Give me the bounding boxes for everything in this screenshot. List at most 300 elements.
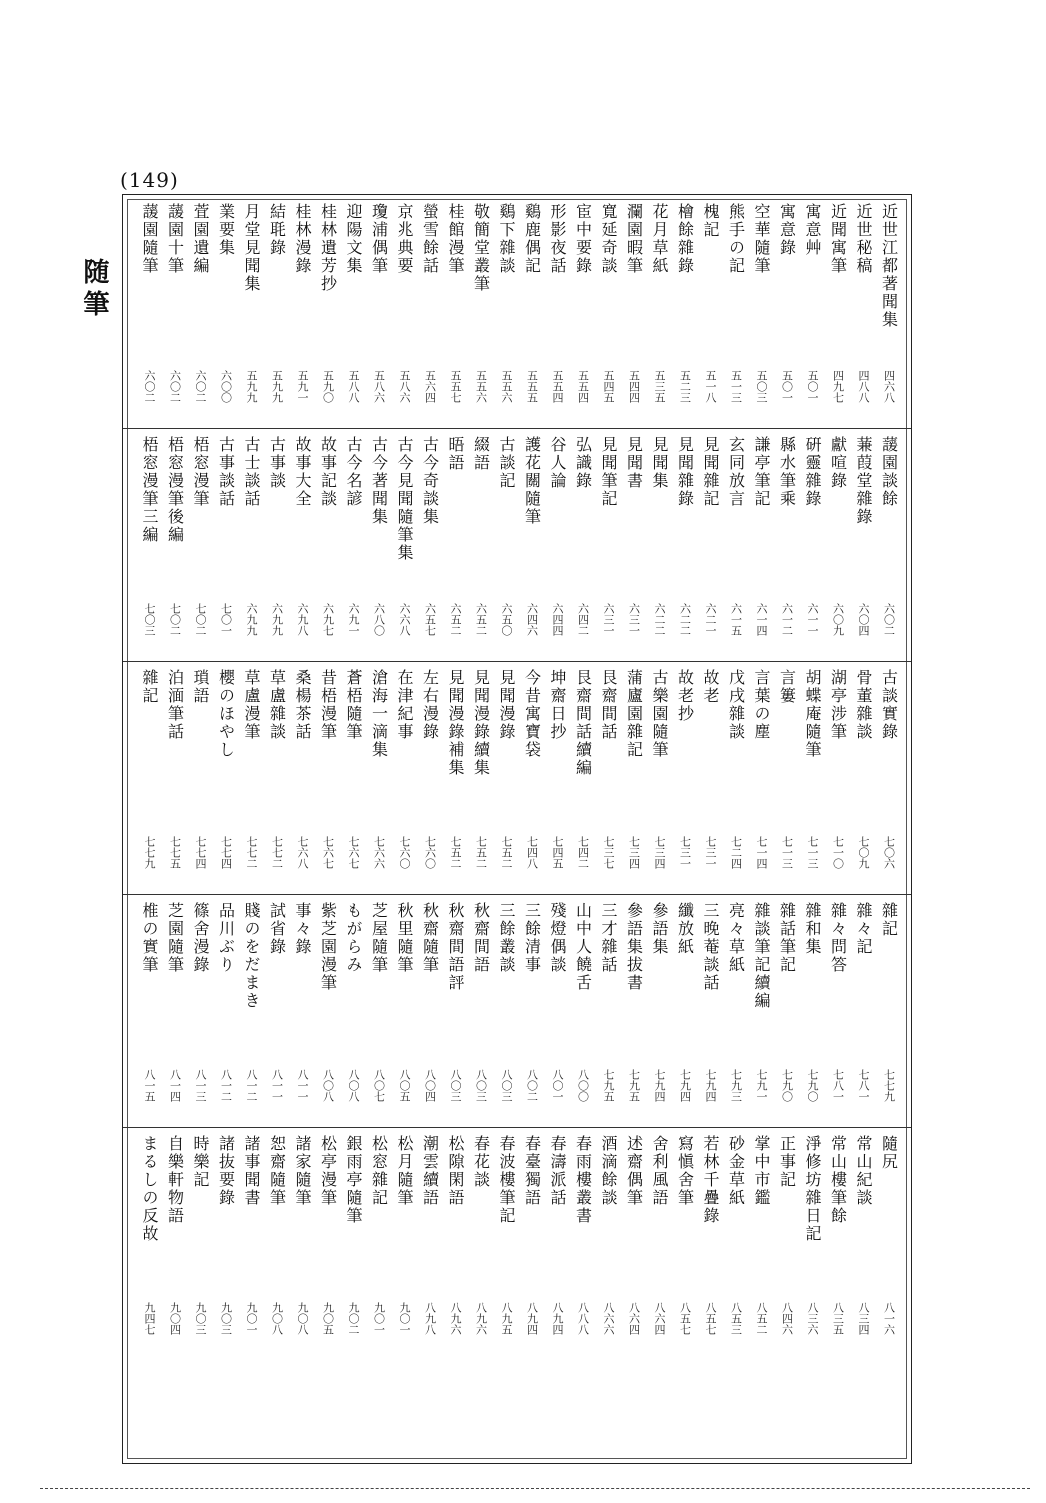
entry-page-number: 八五七 (704, 1302, 717, 1335)
entry-title: 春臺獨語 (522, 1135, 542, 1207)
entry-page-number: 八一三 (194, 1069, 207, 1102)
entry-title: 松亭漫筆 (318, 1135, 338, 1207)
entry-page-number: 七七九 (882, 1069, 896, 1102)
entry-title: 酒滴餘談 (599, 1135, 618, 1207)
entry-title: 弘識錄 (573, 436, 593, 490)
entry-page-number: 五〇三 (755, 370, 768, 403)
entry-page-number: 八〇七 (372, 1069, 386, 1102)
entry-title: 蘐園隨筆 (140, 203, 159, 275)
entry-title: 見聞漫錄補集 (446, 669, 465, 777)
entry-title: 迎陽文集 (344, 203, 363, 275)
entry-page-number: 六四六 (525, 603, 539, 636)
index-entry (134, 669, 166, 890)
entry-page-number: 八〇二 (525, 1069, 539, 1102)
entry-title: 諸抜要錄 (216, 1135, 236, 1207)
entry-title: 椎の實筆 (140, 902, 159, 974)
entry-page-number: 七七二 (245, 836, 258, 869)
entry-title: 瑣語 (191, 669, 210, 705)
entry-title: 螢雪餘話 (420, 203, 440, 275)
entry-page-number: 四九七 (831, 370, 845, 403)
entry-title: 三晚菴談話 (701, 902, 720, 992)
entry-title: 寬延奇談 (599, 203, 618, 275)
entry-page-number: 八〇三 (500, 1069, 513, 1102)
entry-title: 近聞寓筆 (828, 203, 848, 275)
entry-page-number: 七九四 (653, 1069, 666, 1102)
entry-page-number: 七七四 (194, 836, 207, 869)
entry-page-number: 六五七 (423, 603, 437, 636)
entry-page-number: 七九五 (602, 1069, 615, 1102)
entry-page-number: 六一二 (780, 603, 794, 636)
entry-page-number: 八九六 (474, 1302, 488, 1335)
entry-title: 月堂見聞集 (242, 203, 261, 293)
entry-page-number: 五五五 (525, 370, 539, 403)
entry-page-number: 六一五 (729, 603, 743, 636)
entry-page-number: 五九九 (245, 370, 258, 403)
entry-title: 蒹葭堂雜錄 (854, 436, 873, 526)
entry-page-number: 七〇三 (143, 603, 156, 636)
entry-title: 古事談 (267, 436, 287, 490)
entry-title: 谷人論 (548, 436, 567, 490)
entry-title: 結毦錄 (267, 203, 287, 257)
entry-page-number: 八一六 (882, 1302, 896, 1335)
entry-page-number: 八八八 (576, 1302, 590, 1335)
entry-title: 山中人饒舌 (573, 902, 593, 992)
entry-page-number: 八四六 (780, 1302, 794, 1335)
entry-title: 試省錄 (267, 902, 287, 956)
entry-title: 言葉の塵 (752, 669, 771, 741)
entry-title: 古士談話 (242, 436, 261, 508)
band-divider (123, 1127, 911, 1128)
entry-page-number: 八一二 (219, 1069, 233, 1102)
entry-page-number: 七七四 (219, 836, 233, 869)
entry-page-number: 六四二 (576, 603, 590, 636)
entry-title: 古今見聞隨筆集 (395, 436, 414, 562)
entry-page-number: 六八〇 (372, 603, 386, 636)
entry-page-number: 五八八 (347, 370, 360, 403)
entry-title: 掌中市鑑 (752, 1135, 771, 1207)
entry-page-number: 五〇一 (806, 370, 819, 403)
entry-page-number: 六四四 (551, 603, 564, 636)
entry-page-number: 七〇九 (857, 836, 870, 869)
entry-page-number: 六九九 (270, 603, 284, 636)
entry-title: 鷄鹿偶記 (522, 203, 542, 275)
entry-title: まるしの反故 (140, 1135, 159, 1243)
entry-title: 參語集拔書 (624, 902, 644, 992)
entry-page-number: 七六〇 (423, 836, 437, 869)
entry-title: 晤語 (446, 436, 465, 472)
entry-page-number: 六九七 (321, 603, 335, 636)
entry-title: 京兆典要 (395, 203, 414, 275)
entry-title: 篠舍漫錄 (191, 902, 210, 974)
entry-title: 春濤派話 (548, 1135, 567, 1207)
entry-page-number: 七三一 (678, 836, 692, 869)
entry-title: 檜餘雜錄 (675, 203, 695, 275)
entry-page-number: 八一四 (168, 1069, 182, 1102)
entry-page-number: 六三一 (602, 603, 615, 636)
entry-title: 纖放紙 (675, 902, 695, 956)
entry-page-number: 六〇二 (143, 370, 156, 403)
entry-title: 今昔寓寶袋 (522, 669, 542, 759)
entry-page-number: 六五〇 (500, 603, 513, 636)
entry-page-number: 五二三 (678, 370, 692, 403)
entry-page-number: 六九九 (245, 603, 258, 636)
entry-page-number: 七七五 (168, 836, 182, 869)
entry-page-number: 六二二 (678, 603, 692, 636)
entry-page-number: 八〇三 (474, 1069, 488, 1102)
entry-page-number: 七一四 (755, 836, 768, 869)
entry-page-number: 五九一 (296, 370, 309, 403)
entry-page-number: 六一一 (806, 603, 819, 636)
entry-page-number: 七六八 (296, 836, 309, 869)
entry-page-number: 六九八 (296, 603, 309, 636)
entry-page-number: 八六六 (602, 1302, 615, 1335)
entry-page-number: 八〇八 (321, 1069, 335, 1102)
entry-title: 時樂記 (191, 1135, 210, 1189)
entry-page-number: 八九五 (500, 1302, 513, 1335)
entry-page-number: 七一三 (806, 836, 819, 869)
entry-title: 蒼梧隨筆 (344, 669, 363, 741)
entry-page-number: 九〇一 (245, 1302, 258, 1335)
entry-title: 常山樓筆餘 (828, 1135, 848, 1225)
entry-title: 左右漫錄 (420, 669, 440, 741)
entry-page-number: 八九八 (423, 1302, 437, 1335)
entry-title: 護花關隨筆 (522, 436, 542, 526)
entry-title: 玄同放言 (726, 436, 746, 508)
entry-title: 松月隨筆 (395, 1135, 414, 1207)
entry-page-number: 五五六 (474, 370, 488, 403)
entry-title: 秋齋間語評 (446, 902, 465, 992)
entry-page-number: 五五四 (576, 370, 590, 403)
entry-page-number: 六五二 (474, 603, 488, 636)
entry-title: 賤のをだまき (242, 902, 261, 1010)
entry-page-number: 八一一 (270, 1069, 284, 1102)
entry-page-number: 九〇八 (270, 1302, 284, 1335)
entry-title: 亮々草紙 (726, 902, 746, 974)
entry-page-number: 九〇四 (168, 1302, 182, 1335)
entry-page-number: 七〇二 (194, 603, 207, 636)
entry-title: 見聞雜記 (701, 436, 720, 508)
entry-title: 銀雨亭隨筆 (344, 1135, 363, 1225)
entry-title: 宦中要錄 (573, 203, 593, 275)
entry-title: 槐記 (701, 203, 720, 239)
entry-page-number: 七九四 (704, 1069, 717, 1102)
entry-title: 殘燈偶談 (548, 902, 567, 974)
entry-page-number: 七〇六 (882, 836, 896, 869)
entry-page-number: 九〇三 (219, 1302, 233, 1335)
entry-page-number: 七七二 (270, 836, 284, 869)
entry-page-number: 九〇一 (372, 1302, 386, 1335)
entry-page-number: 九四七 (143, 1302, 156, 1335)
entry-title: 形影夜話 (548, 203, 567, 275)
entry-page-number: 五〇一 (780, 370, 794, 403)
index-entry (134, 902, 166, 1123)
entry-title: 春雨樓叢書 (573, 1135, 593, 1225)
entry-page-number: 六九一 (347, 603, 360, 636)
entry-page-number: 七三四 (653, 836, 666, 869)
entry-title: 古今著聞集 (369, 436, 389, 526)
entry-title: 古樂園隨筆 (650, 669, 669, 759)
entry-title: 近世秘稿 (854, 203, 873, 275)
entry-title: 諸家隨筆 (293, 1135, 312, 1207)
entry-title: 秋齋隨筆 (420, 902, 440, 974)
entry-title: 松窓雜記 (369, 1135, 389, 1207)
entry-page-number: 七七九 (143, 836, 156, 869)
entry-page-number: 七五二 (500, 836, 513, 869)
entry-title: 述齋偶筆 (624, 1135, 644, 1207)
entry-page-number: 八九四 (525, 1302, 539, 1335)
entry-title: 桂林遺芳抄 (318, 203, 338, 293)
entry-page-number: 五五六 (500, 370, 513, 403)
index-entry (134, 1135, 166, 1356)
entry-page-number: 六〇二 (194, 370, 207, 403)
entry-title: 言簍 (777, 669, 797, 705)
entry-page-number: 六二二 (653, 603, 666, 636)
entry-title: 常山紀談 (854, 1135, 873, 1207)
entry-title: 秋里隨筆 (395, 902, 414, 974)
entry-title: 紫芝園漫筆 (318, 902, 338, 992)
entry-page-number: 七九〇 (780, 1069, 794, 1102)
entry-title: 恕齋隨筆 (267, 1135, 287, 1207)
entry-title: 春花談 (471, 1135, 491, 1189)
entry-page-number: 八五三 (729, 1302, 743, 1335)
entry-page-number: 八〇三 (449, 1069, 462, 1102)
entry-title: 古談實錄 (879, 669, 899, 741)
entry-title: 見聞筆記 (599, 436, 618, 508)
entry-page-number: 五四四 (627, 370, 641, 403)
entry-title: 坤齋日抄 (548, 669, 567, 741)
entry-title: 自樂軒物語 (165, 1135, 185, 1225)
entry-page-number: 六五二 (449, 603, 462, 636)
entry-title: 芝屋隨筆 (369, 902, 389, 974)
entry-title: 寓意艸 (803, 203, 822, 257)
entry-title: 秋齋間語 (471, 902, 491, 974)
entry-title: 砂金草紙 (726, 1135, 746, 1207)
entry-page-number: 八三五 (831, 1302, 845, 1335)
entry-page-number: 八三六 (806, 1302, 819, 1335)
entry-title: 參語集 (650, 902, 669, 956)
entry-title: 松隙閑語 (446, 1135, 465, 1207)
entry-page-number: 七二四 (729, 836, 743, 869)
entry-page-number: 四八八 (857, 370, 870, 403)
entry-page-number: 七六七 (347, 836, 360, 869)
entry-page-number: 七一〇 (831, 836, 845, 869)
entry-title: 萓園遺編 (191, 203, 210, 275)
entry-page-number: 八五七 (678, 1302, 692, 1335)
entry-title: 雜々記 (854, 902, 873, 956)
entry-page-number: 六〇二 (168, 370, 182, 403)
entry-title: 艮齋間話 (599, 669, 618, 741)
entry-title: 鷄下雜談 (497, 203, 516, 275)
entry-title: 蘐園十筆 (165, 203, 185, 275)
entry-page-number: 五五四 (551, 370, 564, 403)
entry-page-number: 七〇二 (168, 603, 182, 636)
entry-title: 隨尻 (879, 1135, 899, 1171)
entry-title: 櫻のほやし (216, 669, 236, 759)
entry-page-number: 六〇四 (857, 603, 870, 636)
entry-title: 蘐園談餘 (879, 436, 899, 508)
entry-page-number: 七四二 (576, 836, 590, 869)
entry-page-number: 八一二 (245, 1069, 258, 1102)
entry-title: 三餘清事 (522, 902, 542, 974)
entry-page-number: 五一三 (729, 370, 743, 403)
entry-title: 草盧雜談 (267, 669, 287, 741)
entry-title: 近世江都著聞集 (879, 203, 899, 329)
entry-page-number: 五八六 (372, 370, 386, 403)
entry-page-number: 六〇二 (882, 603, 896, 636)
entry-page-number: 九〇二 (347, 1302, 360, 1335)
entry-page-number: 九〇八 (296, 1302, 309, 1335)
entry-page-number: 七五二 (474, 836, 488, 869)
entry-page-number: 七九三 (729, 1069, 743, 1102)
entry-title: 舍利風語 (650, 1135, 669, 1207)
entry-title: 桂林漫錄 (293, 203, 312, 275)
entry-page-number: 七三四 (627, 836, 641, 869)
entry-title: 芝園隨筆 (165, 902, 185, 974)
entry-page-number: 八一五 (143, 1069, 156, 1102)
entry-page-number: 七八一 (857, 1069, 870, 1102)
entry-title: 見聞漫錄續集 (471, 669, 491, 777)
entry-title: 寓意錄 (777, 203, 797, 257)
entry-title: 雜談筆記續編 (752, 902, 771, 1010)
entry-page-number: 四六八 (882, 370, 896, 403)
index-frame (122, 194, 912, 1464)
entry-page-number: 六三一 (627, 603, 641, 636)
entry-title: 故事記談 (318, 436, 338, 508)
entry-title: 泊湎筆話 (165, 669, 185, 741)
entry-title: 硏靈雜錄 (803, 436, 822, 508)
band-divider (123, 428, 911, 429)
entry-title: 古談記 (497, 436, 516, 490)
entry-page-number: 七四八 (525, 836, 539, 869)
index-entry (134, 436, 166, 657)
index-entry (134, 203, 166, 424)
entry-page-number: 八三四 (857, 1302, 870, 1335)
entry-title: 雜記 (140, 669, 159, 705)
entry-title: 雜記 (879, 902, 899, 938)
entry-title: 瓊浦偶筆 (369, 203, 389, 275)
entry-title: 獻喧錄 (828, 436, 848, 490)
entry-title: 縣水筆乘 (777, 436, 797, 508)
entry-page-number: 七八一 (831, 1069, 845, 1102)
entry-page-number: 七九一 (755, 1069, 768, 1102)
entry-page-number: 九〇一 (398, 1302, 411, 1335)
entry-title: 桑楊茶話 (293, 669, 312, 741)
entry-title: 淨修坊雜日記 (803, 1135, 822, 1243)
entry-page-number: 七五二 (449, 836, 462, 869)
entry-title: 品川ぶり (216, 902, 236, 974)
entry-title: 滄海一滴集 (369, 669, 389, 759)
band-divider (123, 894, 911, 895)
entry-title: 古今奇談集 (420, 436, 440, 526)
entry-title: 正事記 (777, 1135, 797, 1189)
entry-page-number: 六〇〇 (219, 370, 233, 403)
entry-page-number: 七九四 (678, 1069, 692, 1102)
entry-title: 戊戌雜談 (726, 669, 746, 741)
entry-title: 見聞雜錄 (675, 436, 695, 508)
entry-page-number: 七四五 (551, 836, 564, 869)
entry-page-number: 八九六 (449, 1302, 462, 1335)
entry-page-number: 八〇八 (347, 1069, 360, 1102)
entry-title: 雜話筆記 (777, 902, 797, 974)
entry-page-number: 五九〇 (321, 370, 335, 403)
entry-title: 花月草紙 (650, 203, 669, 275)
entry-title: 三餘叢談 (497, 902, 516, 974)
footer-rule (40, 1488, 1030, 1489)
entry-title: 梧窓漫筆 (191, 436, 210, 508)
entry-title: 雜々問答 (828, 902, 848, 974)
entry-title: 熊手の記 (726, 203, 746, 275)
entry-title: もがらみ (344, 902, 363, 974)
entry-page-number: 八五二 (755, 1302, 768, 1335)
entry-title: 桂館漫筆 (446, 203, 465, 275)
entry-page-number: 八九四 (551, 1302, 564, 1335)
entry-title: 見聞書 (624, 436, 644, 490)
entry-page-number: 八〇〇 (576, 1069, 590, 1102)
entry-page-number: 七六六 (372, 836, 386, 869)
band-divider (123, 661, 911, 662)
entry-title: 綴語 (471, 436, 491, 472)
entry-page-number: 五九九 (270, 370, 284, 403)
entry-page-number: 八〇一 (551, 1069, 564, 1102)
entry-page-number: 八一一 (296, 1069, 309, 1102)
entry-title: 雜和集 (803, 902, 822, 956)
entry-title: 潮雲續語 (420, 1135, 440, 1207)
entry-page-number: 六〇九 (831, 603, 845, 636)
entry-title: 在津紀事 (395, 669, 414, 741)
entry-page-number: 八〇五 (398, 1069, 411, 1102)
entry-page-number: 六二一 (704, 603, 717, 636)
entry-page-number: 五五七 (449, 370, 462, 403)
section-title: 随筆 (79, 258, 109, 322)
entry-title: 業要集 (216, 203, 236, 257)
entry-title: 謙亭筆記 (752, 436, 771, 508)
entry-title: 見聞漫錄 (497, 669, 516, 741)
entry-page-number: 七六〇 (398, 836, 411, 869)
entry-title: 事々錄 (293, 902, 312, 956)
entry-title: 古事談話 (216, 436, 236, 508)
entry-title: 梧窓漫筆後編 (165, 436, 185, 544)
entry-title: 春波樓筆記 (497, 1135, 516, 1225)
entry-page-number: 八〇四 (423, 1069, 437, 1102)
entry-title: 寫愼舍筆 (675, 1135, 695, 1207)
entry-title: 諸事聞書 (242, 1135, 261, 1207)
entry-page-number: 七六七 (321, 836, 335, 869)
entry-page-number: 七九五 (627, 1069, 641, 1102)
entry-title: 梧窓漫筆三編 (140, 436, 159, 544)
entry-page-number: 八六四 (653, 1302, 666, 1335)
entry-page-number: 七九〇 (806, 1069, 819, 1102)
entry-title: 昔梧漫筆 (318, 669, 338, 741)
entry-page-number: 五八六 (398, 370, 411, 403)
entry-page-number: 七〇一 (219, 603, 233, 636)
entry-page-number: 九〇三 (194, 1302, 207, 1335)
entry-page-number: 五三五 (653, 370, 666, 403)
entry-title: 骨董雜談 (854, 669, 873, 741)
entry-title: 故老抄 (675, 669, 695, 723)
entry-title: 敬簡堂叢筆 (471, 203, 491, 293)
entry-title: 瀾園暇筆 (624, 203, 644, 275)
entry-title: 空華隨筆 (752, 203, 771, 275)
entry-title: 故事大全 (293, 436, 312, 508)
entry-title: 三才雜話 (599, 902, 618, 974)
entry-page-number: 八六四 (627, 1302, 641, 1335)
entry-page-number: 九〇五 (321, 1302, 335, 1335)
entry-title: 草盧漫筆 (242, 669, 261, 741)
entry-title: 故老 (701, 669, 720, 705)
entry-page-number: 七三一 (704, 836, 717, 869)
entry-page-number: 六六八 (398, 603, 411, 636)
entry-page-number: 六一四 (755, 603, 768, 636)
